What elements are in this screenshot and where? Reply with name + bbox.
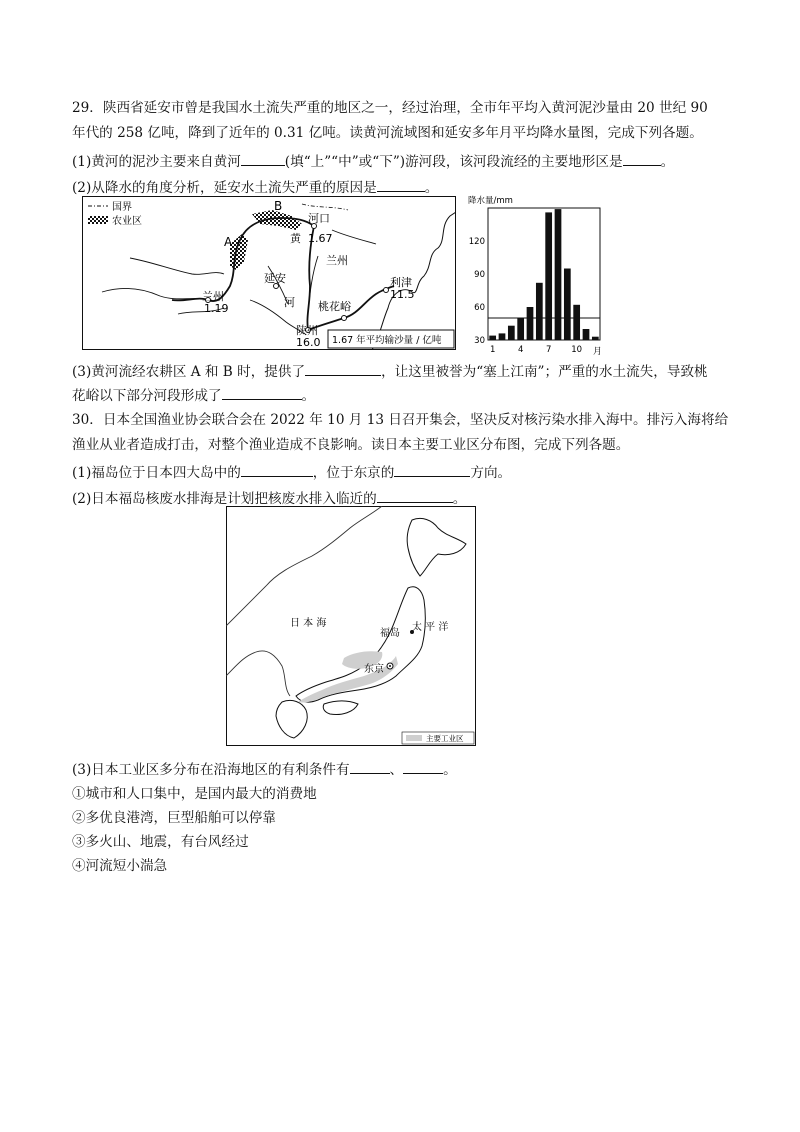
q30-part2 xyxy=(72,488,466,508)
q29-part1-blank-1[interactable] xyxy=(241,151,285,166)
chart-xlabel: 月 xyxy=(593,347,603,357)
q29-part1-text-b: (填“上”“中”或“下”)游河段，该河段流经的主要地形区是 xyxy=(284,154,623,170)
legend-farm-label: 农业区 xyxy=(112,216,142,227)
precip-bar-month-3 xyxy=(508,326,515,340)
q29-part3-line1 xyxy=(72,361,708,381)
shanzhou-value: 16.0 xyxy=(296,336,321,349)
precip-bar-month-6 xyxy=(536,283,543,340)
lijin-value: 11.5 xyxy=(390,288,415,301)
tokyo-marker-dot xyxy=(389,665,391,667)
x-tick-label-7: 7 xyxy=(545,345,552,355)
q29-part2-text-a: (2)从降水的角度分析，延安水土流失严重的原因是 xyxy=(72,180,377,196)
q29-part2-blank[interactable] xyxy=(377,177,425,192)
q30-part3-end: 。 xyxy=(443,762,457,778)
q30-option-2: ②多优良港湾，巨型船舶可以停靠 xyxy=(72,810,276,826)
q30-intro-line1: 30．日本全国渔业协会联合会在 2022 年 10 月 13 日召开集会，坚决反对核污染水排入海中。排污入海将给 xyxy=(72,412,729,428)
q29-part3-line2 xyxy=(72,385,315,405)
q30-part3-blank-1[interactable] xyxy=(350,759,390,774)
precip-bar-month-11 xyxy=(583,329,590,340)
precip-bar-month-8 xyxy=(555,209,562,340)
precip-bar-month-7 xyxy=(545,212,552,340)
y-tick-label-30: 30 xyxy=(474,336,485,346)
precip-bar-month-1 xyxy=(489,336,496,340)
fukushima-label: 福岛 xyxy=(380,628,400,639)
river-label-huang: 黄 xyxy=(290,232,301,245)
q30-part1-blank-1[interactable] xyxy=(241,462,313,477)
taohuayu-label: 桃花峪 xyxy=(318,300,351,313)
q29-part1-text-c: 。 xyxy=(660,154,675,170)
lanzhou-value: 1.19 xyxy=(204,302,229,315)
precipitation-chart xyxy=(464,192,614,360)
pacific-label: 太 平 洋 xyxy=(412,622,449,633)
q29-part3-blank-1[interactable] xyxy=(305,361,381,376)
q30-part1-text-a: (1)福岛位于日本四大岛中的 xyxy=(72,465,241,481)
precip-bar-month-10 xyxy=(573,305,580,340)
q29-part3-text-a: (3)黄河流经农耕区 A 和 B 时，提供了 xyxy=(72,364,306,380)
q30-part1 xyxy=(72,462,511,482)
q30-part2-blank[interactable] xyxy=(377,488,453,503)
taohuayu-marker xyxy=(342,316,347,321)
q29-part3-text-c: 花峪以下部分河段形成了 xyxy=(72,388,222,404)
japan-industry-map xyxy=(226,506,476,746)
q30-option-1: ①城市和人口集中，是国内最大的消费地 xyxy=(72,786,317,802)
y-tick-label-90: 90 xyxy=(474,270,485,280)
q29-part3-blank-2[interactable] xyxy=(222,385,302,400)
y-tick-label-120: 120 xyxy=(468,237,485,247)
precip-bar-month-4 xyxy=(517,318,524,340)
q30-part2-text-b: 。 xyxy=(452,491,467,507)
x-tick-label-1: 1 xyxy=(489,345,496,355)
lanzhou-station-label: 兰州 xyxy=(202,290,224,303)
q30-part3-text-a: (3)日本工业区多分布在沿海地区的有利条件有 xyxy=(72,762,350,778)
precip-bar-month-9 xyxy=(564,269,571,341)
q30-option-3: ③多火山、地震，有台风经过 xyxy=(72,834,249,850)
q29-part1-text-a: (1)黄河的泥沙主要来自黄河 xyxy=(72,154,241,170)
precip-bar-month-5 xyxy=(527,307,534,340)
yanan-label: 延安 xyxy=(264,272,286,285)
q30-intro-line2: 渔业从业者造成打击，对整个渔业造成不良影响。读日本主要工业区分布图，完成下列各题。 xyxy=(72,437,630,453)
lijin-label: 利津 xyxy=(390,276,412,289)
map-caption: 1.67 年平均输沙量 / 亿吨 xyxy=(332,335,442,346)
q30-part3 xyxy=(72,759,457,779)
sea-of-japan-label: 日 本 海 xyxy=(290,618,327,629)
tokyo-label: 东京 xyxy=(364,664,384,675)
q29-part1 xyxy=(72,151,674,171)
q30-part2-text-a: (2)日本福岛核废水排海是计划把核废水排入临近的 xyxy=(72,491,377,507)
q30-part3-sep: 、 xyxy=(389,762,404,778)
farm-label-B: B xyxy=(274,199,283,213)
q30-part3-blank-2[interactable] xyxy=(403,759,443,774)
shanzhou-label: 陕州 xyxy=(296,324,318,337)
farm-label-A: A xyxy=(224,235,233,249)
q29-part2 xyxy=(72,177,438,197)
q29-part1-blank-2[interactable] xyxy=(623,151,661,166)
hekou-value: 1.67 xyxy=(308,232,333,245)
chart-ylabel: 降水量/mm xyxy=(468,196,513,206)
y-tick-label-60: 60 xyxy=(474,303,485,313)
legend-farm-symbol xyxy=(88,216,108,224)
q29-part2-text-b: 。 xyxy=(424,180,439,196)
legend-border-label: 国界 xyxy=(112,202,132,213)
lijin-marker xyxy=(384,288,389,293)
x-tick-label-4: 4 xyxy=(517,345,524,355)
q29-part3-text-d: 。 xyxy=(301,388,316,404)
lanzhou-city-label: 兰州 xyxy=(326,254,348,267)
q29-intro-line2: 年代的 258 亿吨，降到了近年的 0.31 亿吨。读黄河流域图和延安多年月平均降水量图，完成下列各题。 xyxy=(72,125,703,141)
chart-plot-frame xyxy=(488,208,600,340)
q30-part1-text-c: 方向。 xyxy=(470,465,512,481)
q29-intro-line1: 29．陕西省延安市曾是我国水土流失严重的地区之一，经过治理，全市年平均入黄河泥沙量由 20 世纪 90 xyxy=(72,100,708,116)
precip-bar-month-12 xyxy=(592,337,599,340)
q29-part3-text-b: ，让这里被誉为“塞上江南”；严重的水土流失，导致桃 xyxy=(381,364,708,380)
japan-legend-label: 主要工业区 xyxy=(426,734,464,743)
japan-legend-swatch xyxy=(406,735,422,741)
precip-bar-month-2 xyxy=(499,333,506,340)
x-tick-label-10: 10 xyxy=(571,345,583,355)
q30-part1-text-b: ，位于东京的 xyxy=(312,465,395,481)
yellow-river-map xyxy=(82,196,456,350)
q30-option-4: ④河流短小湍急 xyxy=(72,858,168,874)
hekou-label: 河口 xyxy=(308,212,330,225)
q30-part1-blank-2[interactable] xyxy=(394,462,470,477)
river-label-he: 河 xyxy=(284,296,295,309)
